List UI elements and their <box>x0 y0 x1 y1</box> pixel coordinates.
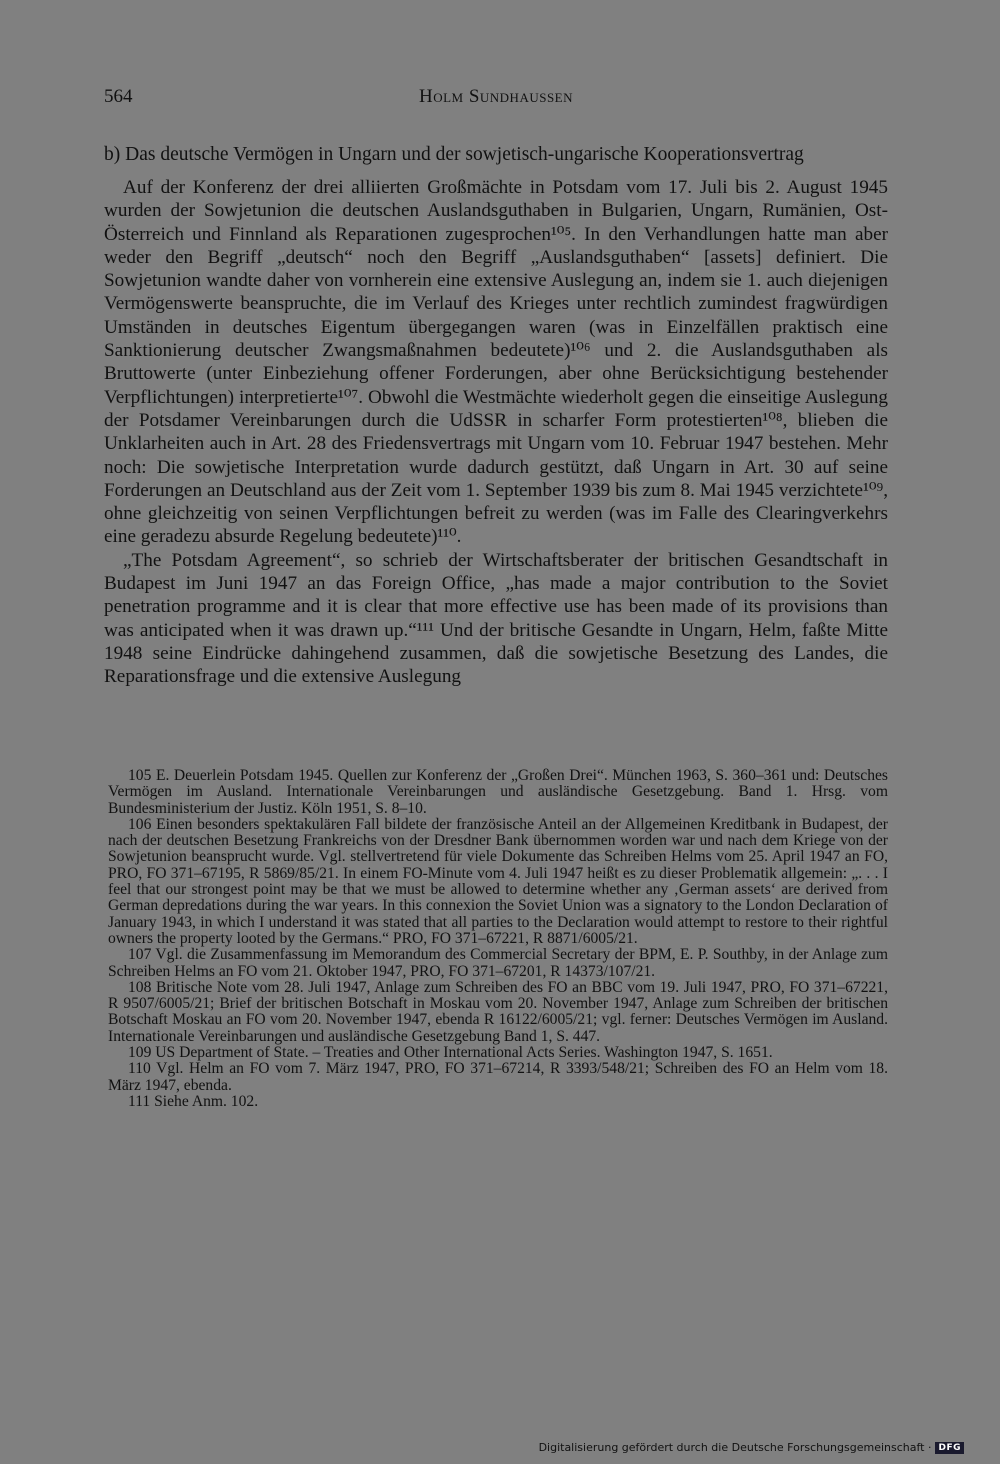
body-text <box>104 176 888 689</box>
footnote: 105 E. Deuerlein Potsdam 1945. Quellen zur Konferenz der „Großen Drei“. München 1963, S. 360–361 und: Deutsches Vermögen im Ausland. Internationale Vereinbarungen und ausländische Gesetzgebung. Band 1. Hrsg. vom Bundesministerium der Justiz. Köln 1951, S. 8–10. <box>108 767 888 817</box>
page-number: 564 <box>104 86 133 107</box>
footnote: 109 US Department of State. – Treaties and Other International Acts Series. Washington 1947, S. 1651. <box>128 1044 773 1062</box>
body-paragraph: „The Potsdam Agreement“, so schrieb der Wirtschaftsberater der britischen Gesandtschaft in Budapest im Juni 1947 an das Foreign Office, „has made a major contribution to the Soviet penetration programme and it is clear that more effective use has been made of its provisions than was anticipated when it was drawn up.“¹¹¹ Und der britische Gesandte in Ungarn, Helm, faßte Mitte 1948 seine Eindrücke dahingehend zusammen, daß die sowjetische Besetzung des Landes, die Reparationsfrage und die extensive Auslegung <box>104 549 888 688</box>
footnote: 107 Vgl. die Zusammenfassung im Memorandum des Commercial Secretary der BPM, E. P. Southby, in der Anlage zum Schreiben Helms an FO vom 21. Oktober 1947, PRO, FO 371–67201, R 14373/107/21. <box>108 946 888 980</box>
footnote: 111 Siehe Anm. 102. <box>128 1092 259 1110</box>
section-heading: b) Das deutsche Vermögen in Ungarn und der sowjetisch-ungarische Kooperationsvertrag <box>104 144 804 165</box>
footnote: 106 Einen besonders spektakulären Fall bildete der französische Anteil an der Allgemeinen Kreditbank in Budapest, der nach der deutschen Besetzung Frankreichs von der Dresdner Bank übernommen worden war und nach dem Kriege von der Sowjetunion beansprucht wurde. Vgl. stellvertretend für viele Dokumente das Schreiben Helms vom 25. April 1947 an FO, PRO, FO 371–67195, R 5869/85/21. In einem FO-Minute vom 4. Juli 1947 heißt es zu dieser Problematik allgemein: „. . . I feel that our strongest point may be that we must be allowed to determine whether any ‚German assets‘ are derived from German depredations during the war years. In this connexion the Soviet Union was a signatory to the London Declaration of January 1943, in which I understand it was stated that all parties to the Declaration would attempt to restore to their rightful owners the property looted by the Germans.“ PRO, FO 371–67221, R 8871/6005/21. <box>108 815 888 947</box>
body-paragraph: Auf der Konferenz der drei alliierten Großmächte in Potsdam vom 17. Juli bis 2. August 1945 wurden der Sowjetunion die deutschen Auslandsguthaben in Bulgarien, Ungarn, Rumänien, Ost-Österreich und Finnland als Reparationen zugesprochen¹⁰⁵. In den Verhandlungen hatte man aber weder den Begriff „deutsch“ noch den Begriff „Auslandsguthaben“ [assets] definiert. Die Sowjetunion wandte daher von vornherein eine extensive Auslegung an, indem sie 1. auch diejenigen Vermögenswerte beanspruchte, die im Verlauf des Krieges unter rechtlich zumindest fragwürdigen Umständen in deutsches Eigentum übergegangen waren (was in Einzelfällen praktisch eine Sanktionierung deutscher Zwangsmaßnahmen bedeutete)¹⁰⁶ und 2. die Auslandsguthaben als Bruttowerte (unter Einbeziehung offener Forderungen, aber ohne Berücksichtigung bestehender Verpflichtungen) interpretierte¹⁰⁷. Obwohl die Westmächte wiederholt gegen die einseitige Auslegung der Potsdamer Vereinbarungen durch die UdSSR in scharfer Form protestierten¹⁰⁸, blieben die Unklarheiten auch in Art. 28 des Friedensvertrags mit Ungarn vom 10. Februar 1947 bestehen. Mehr noch: Die sowjetische Interpretation wurde dadurch gestützt, daß Ungarn in Art. 30 auf seine Forderungen an Deutschland aus der Zeit vom 1. September 1939 bis zum 8. Mai 1945 verzichtete¹⁰⁹, ohne gleichzeitig von seinen Verpflichtungen befreit zu werden (was im Falle des Clearingverkehrs eine geradezu absurde Regelung bedeutete)¹¹⁰. <box>104 177 888 548</box>
footnotes <box>108 768 888 1110</box>
credit-text: Digitalisierung gefördert durch die Deutsche Forschungsgemeinschaft · <box>538 1441 932 1454</box>
dfg-logo: DFG <box>935 1442 964 1454</box>
footnote: 110 Vgl. Helm an FO vom 7. März 1947, PRO, FO 371–67214, R 3393/548/21; Schreiben des FO an Helm vom 18. März 1947, ebenda. <box>108 1060 888 1094</box>
digitization-credit <box>539 1441 964 1454</box>
running-head-author: Holm Sundhaussen <box>418 86 574 107</box>
running-head <box>104 86 888 116</box>
footnote: 108 Britische Note vom 28. Juli 1947, Anlage zum Schreiben des FO an BBC vom 19. Juli 1947, PRO, FO 371–67221, R 9507/6005/21; Brief der britischen Botschaft in Moskau vom 20. November 1947, Anlage zum Schreiben der britischen Botschaft Moskau an FO vom 20. November 1947, ebenda R 16122/6005/21; vgl. ferner: Deutsches Vermögen im Ausland. Internationale Vereinbarungen und ausländische Gesetzgebung Band 1, S. 447. <box>108 978 888 1045</box>
